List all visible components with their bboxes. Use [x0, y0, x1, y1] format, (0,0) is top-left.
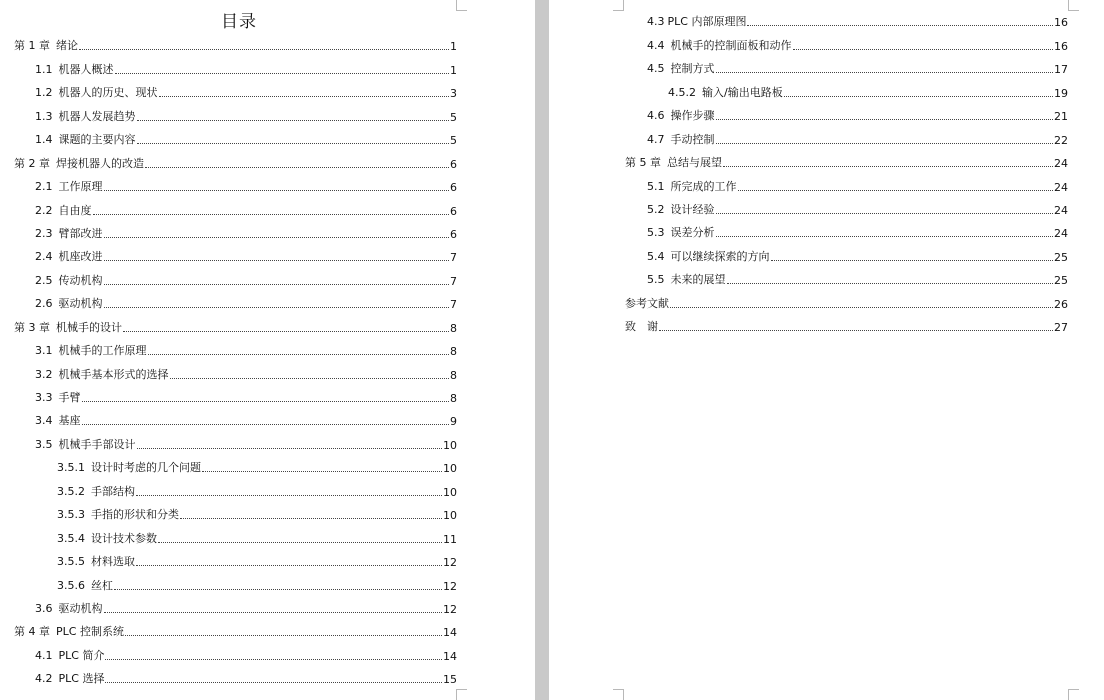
toc-entry-number: 3.6	[35, 601, 53, 615]
toc-entry-text: 机械手的设计	[56, 320, 122, 334]
toc-entry-subsection[interactable]	[14, 477, 457, 500]
toc-entry-number: 4.5	[647, 62, 665, 76]
toc-dot-leader	[123, 331, 449, 332]
toc-entry-page: 19	[1054, 86, 1068, 100]
toc-entry-text: 误差分析	[670, 226, 715, 240]
toc-dot-leader	[170, 378, 450, 379]
toc-entry-page: 7	[450, 274, 457, 288]
toc-entry-number: 1.1	[35, 62, 53, 76]
toc-entry-text: 机座改进	[58, 250, 103, 264]
toc-entry-section[interactable]	[14, 430, 457, 453]
toc-entry-chapter[interactable]	[14, 618, 457, 641]
toc-entry-section[interactable]	[14, 126, 457, 149]
toc-entry-section[interactable]	[14, 102, 457, 125]
toc-entry-text: 焊接机器人的改造	[56, 156, 144, 170]
toc-entry-page: 9	[450, 415, 457, 429]
toc-entry-text: 设计时考虑的几个问题	[91, 461, 201, 475]
toc-entry-page: 15	[443, 673, 457, 687]
page-corner-mark	[456, 689, 467, 700]
toc-entry-number: 2.4	[35, 250, 53, 264]
toc-entry-text: 自由度	[58, 203, 92, 217]
toc-entry-text: 致 谢	[625, 320, 658, 334]
toc-entry-text: 设计经验	[670, 202, 715, 216]
toc-entry-text: 机器人的历史、现状	[58, 86, 158, 100]
toc-entry-section[interactable]	[14, 665, 457, 688]
toc-dot-leader	[82, 424, 450, 425]
toc-entry-page: 8	[450, 345, 457, 359]
toc-entry-number: 2.2	[35, 203, 53, 217]
toc-entry-text: 机器人概述	[58, 62, 114, 76]
toc-dot-leader	[716, 213, 1054, 214]
toc-entry-text: 课题的主要内容	[58, 133, 136, 147]
toc-entry-text: 控制方式	[670, 62, 715, 76]
toc-entry-number: 第 3 章	[14, 320, 50, 334]
toc-entry-text: 操作步骤	[670, 109, 715, 123]
toc-entry-number: 3.5.4	[57, 531, 85, 545]
toc-entry-number: 第 2 章	[14, 156, 50, 170]
toc-entry-page: 25	[1054, 250, 1068, 264]
toc-dot-leader	[104, 190, 450, 191]
toc-dot-leader	[738, 190, 1054, 191]
page-gutter	[535, 0, 549, 700]
toc-entry-page: 7	[450, 251, 457, 265]
toc-entry-page: 26	[1054, 297, 1068, 311]
toc-dot-leader	[659, 330, 1053, 331]
toc-entry-page: 12	[443, 556, 457, 570]
toc-entry-page: 12	[443, 602, 457, 616]
toc-entry-section[interactable]	[14, 243, 457, 266]
toc-entry-section[interactable]	[625, 219, 1068, 242]
toc-entry-number: 5.2	[647, 202, 665, 216]
toc-entry-section[interactable]	[14, 173, 457, 196]
toc-entry-page: 6	[450, 204, 457, 218]
toc-entry-section[interactable]	[625, 31, 1068, 54]
toc-entry-section[interactable]	[14, 266, 457, 289]
toc-entry-number: 4.1	[35, 648, 53, 662]
toc-entry-page: 5	[450, 110, 457, 124]
toc-entry-section[interactable]	[14, 196, 457, 219]
toc-entry-section[interactable]	[625, 8, 1068, 31]
toc-entry-page: 1	[450, 40, 457, 54]
toc-entry-text: 机械手的控制面板和动作	[670, 38, 792, 52]
toc-entry-number: 4.5.2	[668, 85, 696, 99]
toc-dot-leader	[727, 283, 1054, 284]
toc-entry-number: 2.5	[35, 273, 53, 287]
document-page-left	[0, 0, 535, 700]
toc-dot-leader	[180, 518, 442, 519]
toc-entry-page: 16	[1054, 39, 1068, 53]
toc-entry-page: 24	[1054, 180, 1068, 194]
toc-title: 目录	[221, 12, 257, 32]
toc-dot-leader	[104, 307, 450, 308]
toc-entry-chapter[interactable]	[625, 149, 1068, 172]
toc-entry-section[interactable]	[625, 55, 1068, 78]
toc-entry-text: 手部结构	[91, 484, 135, 498]
toc-dot-leader	[747, 25, 1053, 26]
toc-entry-section[interactable]	[625, 172, 1068, 195]
toc-entry-number: 4.2	[35, 672, 53, 686]
toc-entry-text: 总结与展望	[667, 156, 722, 170]
page-corner-mark	[613, 0, 624, 11]
toc-entry-section[interactable]	[14, 337, 457, 360]
toc-entry-number: 2.3	[35, 226, 53, 240]
toc-list-left	[14, 32, 457, 688]
toc-entry-text: 手动控制	[670, 132, 715, 146]
toc-entry-page: 21	[1054, 110, 1068, 124]
toc-dot-leader	[136, 565, 442, 566]
toc-entry-number: 3.5.3	[57, 508, 85, 522]
toc-entry-chapter[interactable]	[14, 149, 457, 172]
toc-entry-text: PLC 选择	[58, 672, 105, 686]
toc-entry-page: 10	[443, 485, 457, 499]
toc-entry-number: 第 5 章	[625, 156, 661, 170]
toc-entry-section[interactable]	[625, 102, 1068, 125]
toc-entry-text: 手臂	[58, 391, 81, 404]
toc-dot-leader	[115, 73, 450, 74]
toc-entry-text: PLC 内部原理图	[667, 15, 747, 29]
toc-entry-acknowledgements[interactable]	[625, 313, 1068, 336]
toc-entry-text: 工作原理	[58, 180, 103, 194]
toc-entry-number: 5.4	[647, 249, 665, 263]
page-corner-mark	[1068, 689, 1079, 700]
toc-entry-number: 1.4	[35, 133, 53, 147]
toc-entry-page: 27	[1054, 321, 1068, 335]
toc-entry-chapter[interactable]	[14, 32, 457, 55]
toc-entry-text: 臂部改进	[58, 226, 103, 240]
toc-entry-section[interactable]	[14, 220, 457, 243]
toc-entry-section[interactable]	[625, 125, 1068, 148]
toc-entry-section[interactable]	[14, 360, 457, 383]
toc-entry-text: PLC 控制系统	[56, 625, 124, 639]
toc-dot-leader	[159, 96, 450, 97]
toc-entry-text: 机械手的工作原理	[58, 344, 147, 358]
toc-dot-leader	[137, 120, 450, 121]
toc-dot-leader	[670, 307, 1053, 308]
toc-dot-leader	[82, 401, 450, 402]
toc-dot-leader	[771, 260, 1054, 261]
toc-dot-leader	[93, 214, 450, 215]
toc-dot-leader	[137, 448, 443, 449]
toc-dot-leader	[793, 49, 1054, 50]
toc-entry-section[interactable]	[625, 196, 1068, 219]
toc-entry-page: 16	[1054, 16, 1068, 30]
toc-entry-number: 3.4	[35, 414, 53, 428]
toc-dot-leader	[114, 589, 442, 590]
toc-entry-page: 25	[1054, 274, 1068, 288]
toc-entry-page: 1	[450, 63, 457, 77]
toc-entry-page: 3	[450, 87, 457, 101]
toc-entry-number: 3.5.2	[57, 484, 85, 498]
toc-entry-section[interactable]	[625, 242, 1068, 265]
toc-entry-page: 12	[443, 579, 457, 593]
toc-dot-leader	[104, 260, 450, 261]
toc-entry-section[interactable]	[14, 384, 457, 407]
toc-dot-leader	[105, 659, 442, 660]
toc-entry-page: 10	[443, 509, 457, 523]
toc-entry-number: 3.5.6	[57, 578, 85, 592]
toc-entry-number: 2.6	[35, 297, 53, 311]
toc-entry-number: 5.3	[647, 226, 665, 240]
toc-dot-leader	[148, 354, 450, 355]
toc-dot-leader	[79, 49, 449, 50]
toc-entry-number: 第 1 章	[14, 39, 50, 53]
toc-dot-leader	[716, 119, 1054, 120]
toc-dot-leader	[145, 167, 449, 168]
toc-entry-page: 8	[450, 321, 457, 335]
toc-entry-number: 5.1	[647, 179, 665, 193]
toc-dot-leader	[104, 284, 450, 285]
toc-entry-page: 6	[450, 227, 457, 241]
toc-entry-subsection[interactable]	[625, 78, 1068, 101]
toc-entry-chapter[interactable]	[14, 313, 457, 336]
toc-dot-leader	[784, 96, 1053, 97]
toc-dot-leader	[158, 542, 442, 543]
toc-entry-text: 手指的形状和分类	[91, 508, 179, 522]
toc-entry-number: 3.2	[35, 367, 53, 381]
toc-entry-page: 7	[450, 298, 457, 312]
page-corner-mark	[1068, 0, 1079, 11]
toc-entry-page: 10	[443, 462, 457, 476]
toc-entry-page: 6	[450, 157, 457, 171]
toc-entry-text: 输入/输出电路板	[702, 85, 783, 99]
toc-entry-section[interactable]	[625, 266, 1068, 289]
toc-dot-leader	[104, 237, 450, 238]
toc-entry-number: 3.5	[35, 437, 53, 451]
toc-entry-text: 丝杠	[91, 578, 113, 592]
toc-dot-leader	[716, 143, 1054, 144]
toc-entry-text: 绪论	[56, 39, 78, 53]
toc-entry-text: 设计技术参数	[91, 531, 157, 545]
toc-entry-subsection[interactable]	[14, 524, 457, 547]
toc-entry-number: 2.1	[35, 180, 53, 194]
toc-entry-number: 3.1	[35, 344, 53, 358]
toc-entry-section[interactable]	[14, 595, 457, 618]
toc-entry-page: 24	[1054, 203, 1068, 217]
toc-entry-number: 4.4	[647, 38, 665, 52]
toc-entry-subsection[interactable]	[14, 454, 457, 477]
document-page-right	[549, 0, 1104, 700]
toc-list-right	[625, 8, 1068, 336]
toc-entry-text: 可以继续探索的方向	[670, 249, 770, 263]
toc-entry-page: 24	[1054, 227, 1068, 241]
toc-entry-text: 参考文献	[625, 296, 669, 310]
toc-entry-subsection[interactable]	[14, 501, 457, 524]
toc-entry-subsection[interactable]	[14, 548, 457, 571]
toc-entry-number: 5.5	[647, 273, 665, 287]
toc-entry-text: 所完成的工作	[670, 179, 737, 193]
toc-entry-number: 3.5.1	[57, 461, 85, 475]
toc-entry-section[interactable]	[14, 290, 457, 313]
toc-dot-leader	[716, 72, 1054, 73]
toc-dot-leader	[716, 236, 1054, 237]
toc-entry-text: 材料选取	[91, 555, 135, 569]
toc-entry-subsection[interactable]	[14, 571, 457, 594]
toc-entry-text: 传动机构	[58, 273, 103, 287]
toc-entry-section[interactable]	[14, 407, 457, 430]
toc-dot-leader	[202, 471, 442, 472]
toc-entry-page: 8	[450, 392, 457, 405]
toc-entry-text: 机器人发展趋势	[58, 109, 136, 123]
toc-entry-text: 机械手手部设计	[58, 437, 136, 451]
toc-entry-page: 8	[450, 368, 457, 382]
toc-entry-page: 10	[443, 438, 457, 452]
toc-entry-text: 未来的展望	[670, 273, 726, 287]
toc-entry-text: 机械手基本形式的选择	[58, 367, 169, 381]
toc-dot-leader	[137, 143, 450, 144]
toc-entry-number: 3.3	[35, 391, 53, 404]
toc-entry-page: 11	[443, 532, 457, 546]
toc-entry-section[interactable]	[14, 55, 457, 78]
toc-entry-text: PLC 简介	[58, 648, 105, 662]
toc-entry-number: 4.7	[647, 132, 665, 146]
toc-dot-leader	[723, 166, 1053, 167]
toc-entry-text: 驱动机构	[58, 601, 103, 615]
toc-entry-number: 1.2	[35, 86, 53, 100]
toc-entry-text: 驱动机构	[58, 297, 103, 311]
toc-entry-references[interactable]	[625, 289, 1068, 312]
page-corner-mark	[613, 689, 624, 700]
toc-entry-text: 基座	[58, 414, 81, 428]
toc-entry-page: 24	[1054, 157, 1068, 171]
toc-dot-leader	[125, 635, 442, 636]
toc-entry-page: 14	[443, 649, 457, 663]
toc-entry-section[interactable]	[14, 79, 457, 102]
toc-entry-number: 4.3	[647, 15, 665, 29]
toc-entry-page: 6	[450, 181, 457, 195]
toc-entry-page: 22	[1054, 133, 1068, 147]
toc-entry-number: 1.3	[35, 109, 53, 123]
toc-entry-page: 14	[443, 626, 457, 640]
toc-entry-number: 第 4 章	[14, 625, 50, 639]
toc-entry-number: 3.5.5	[57, 555, 85, 569]
toc-entry-section[interactable]	[14, 641, 457, 664]
toc-entry-number: 4.6	[647, 109, 665, 123]
toc-entry-page: 5	[450, 134, 457, 148]
toc-dot-leader	[105, 682, 442, 683]
toc-dot-leader	[136, 495, 442, 496]
toc-entry-page: 17	[1054, 63, 1068, 77]
toc-dot-leader	[104, 612, 443, 613]
